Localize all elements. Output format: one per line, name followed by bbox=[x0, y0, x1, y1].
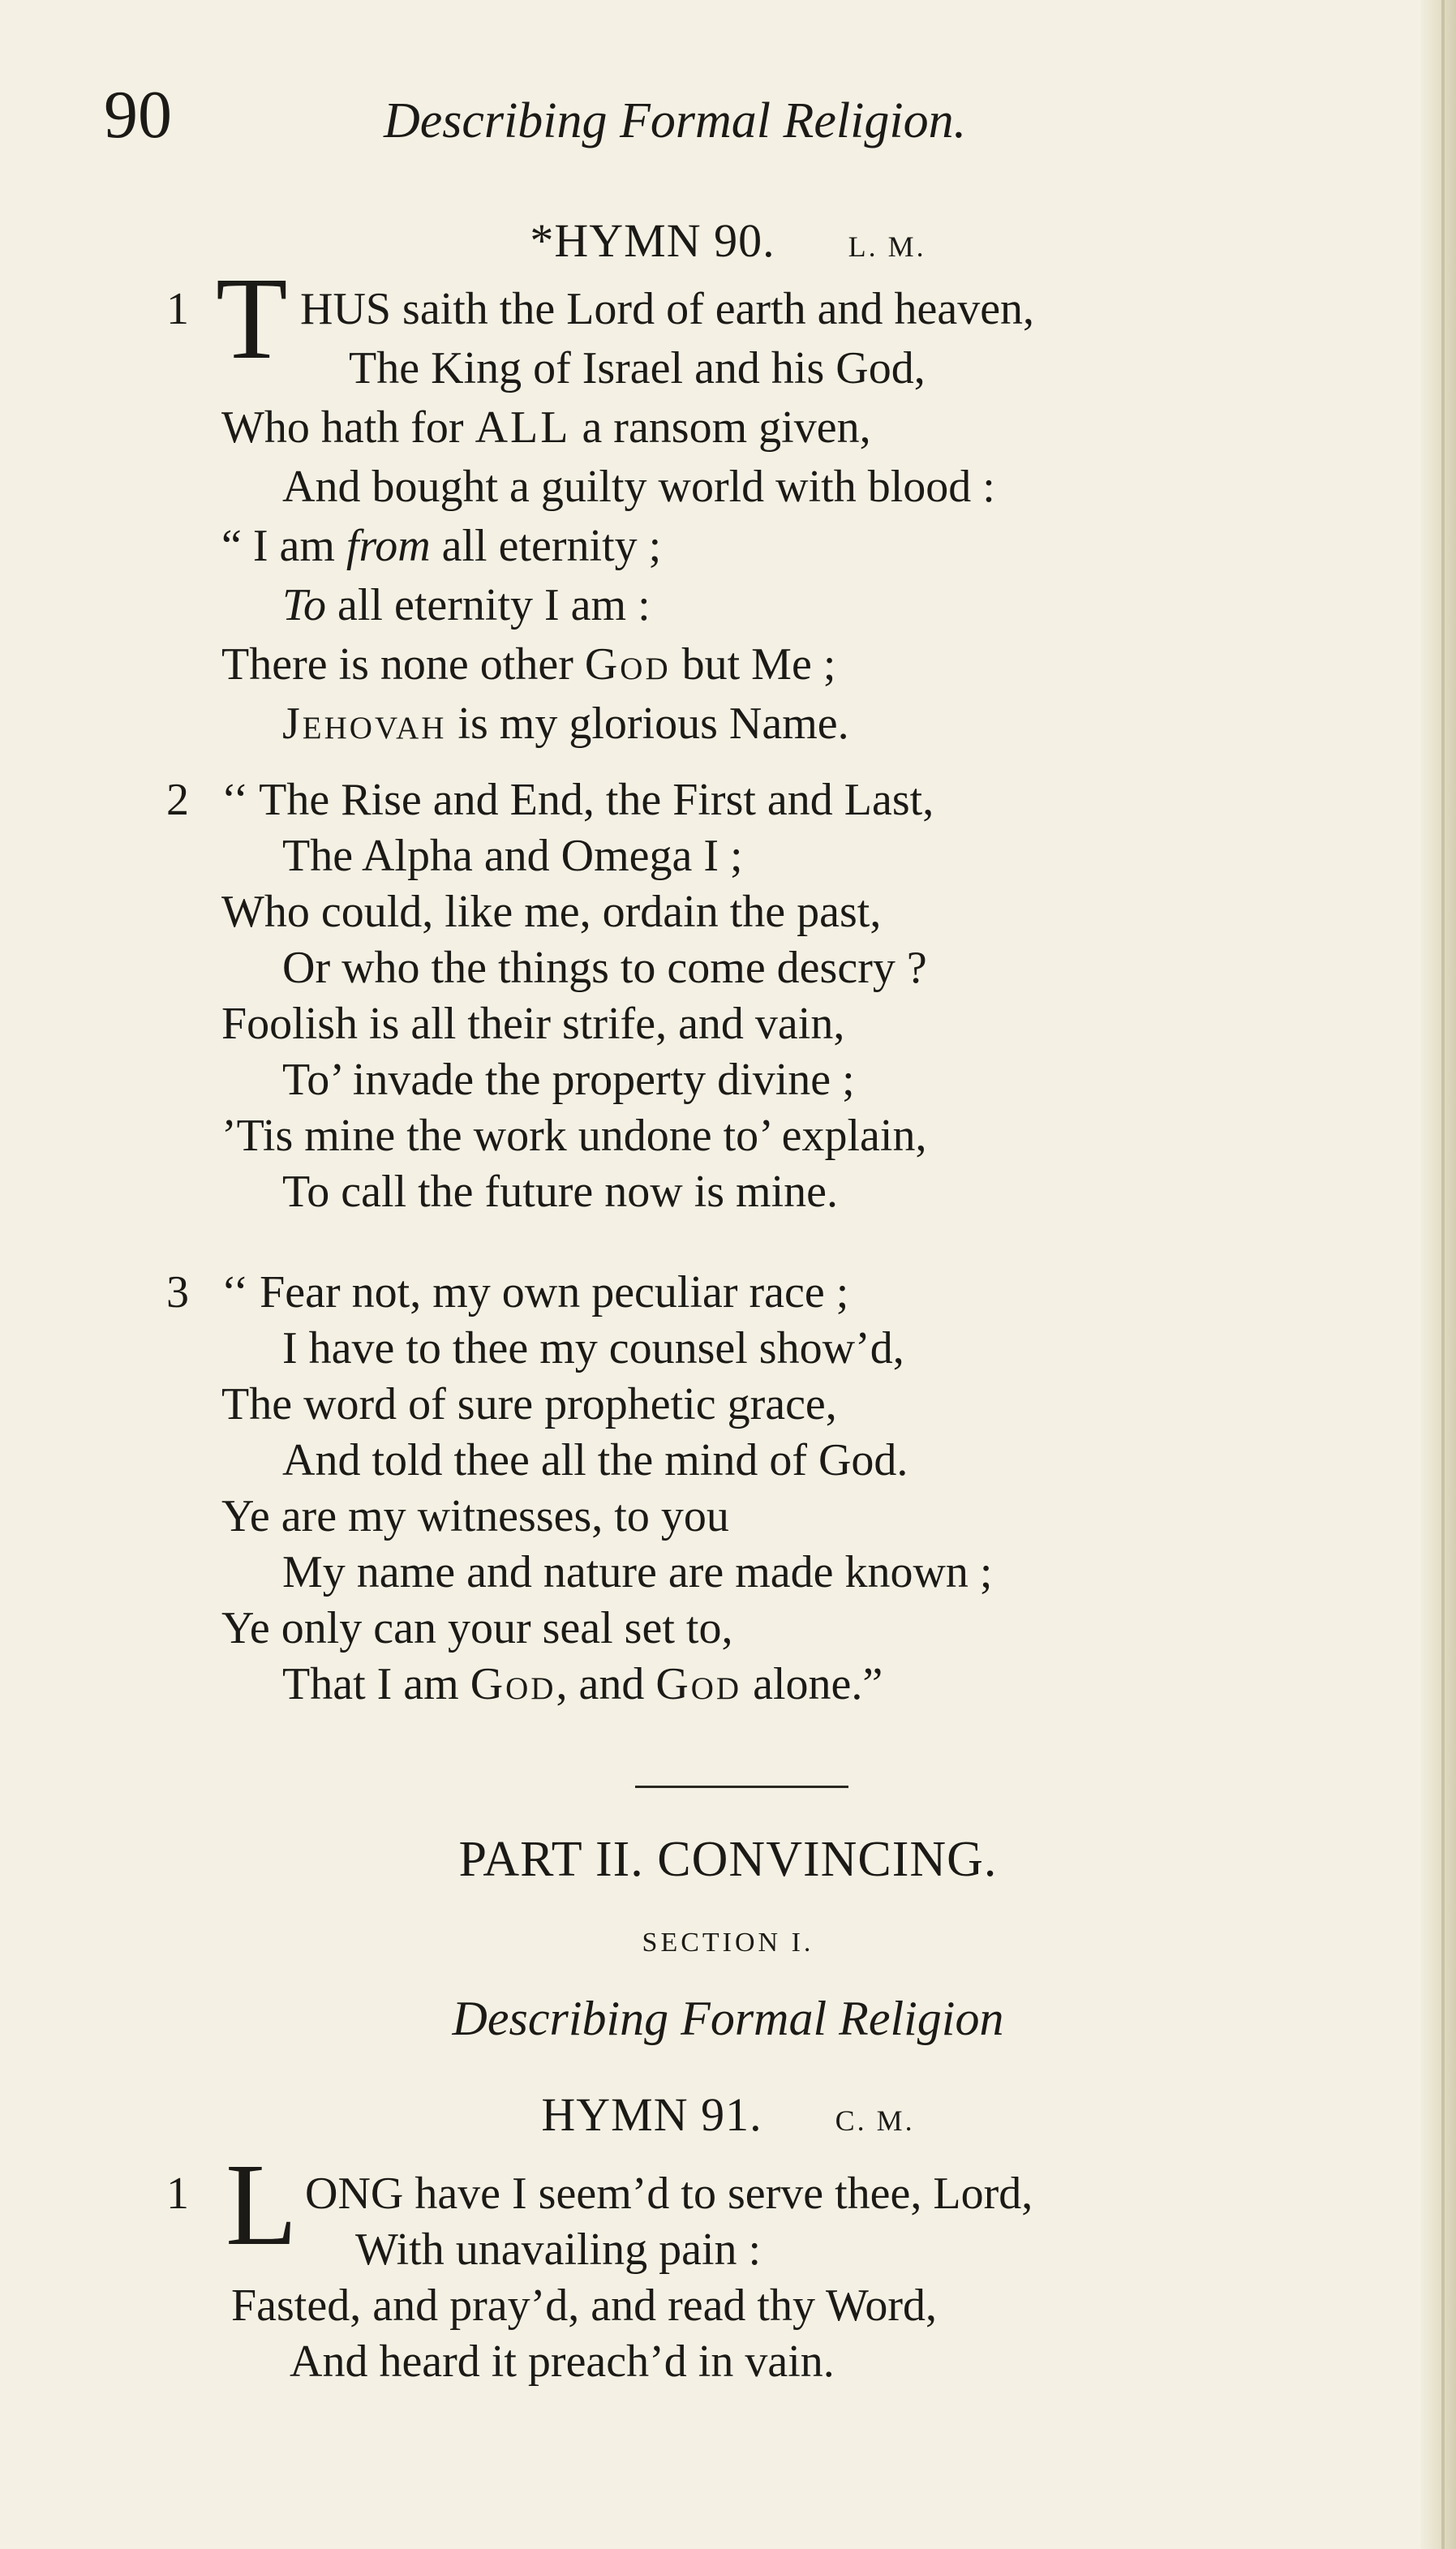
drop-cap: T bbox=[216, 254, 288, 384]
verse-line: The King of Israel and his God, bbox=[349, 343, 926, 393]
section-divider bbox=[635, 1786, 848, 1788]
verse-line: Fasted, and pray’d, and read thy Word, bbox=[231, 2280, 937, 2331]
verse-line: With unavailing pain : bbox=[355, 2224, 762, 2275]
verse-line: To’ invade the property divine ; bbox=[282, 1055, 855, 1105]
verse-line: To all eternity I am : bbox=[282, 580, 651, 630]
verse-line: The word of sure prophetic grace, bbox=[221, 1379, 837, 1429]
verse-line: Ye are my witnesses, to you bbox=[221, 1491, 729, 1541]
section-subheading: Describing Formal Religion bbox=[452, 1992, 1004, 2045]
running-head: Describing Formal Religion. bbox=[384, 93, 967, 148]
verse-line: The Alpha and Omega I ; bbox=[282, 831, 743, 881]
verse-line: I have to thee my counsel show’d, bbox=[282, 1323, 904, 1373]
verse-number: 1 bbox=[166, 2169, 189, 2219]
verse-line: My name and nature are made known ; bbox=[282, 1547, 993, 1597]
verse-line: Who could, like me, ordain the past, bbox=[221, 887, 882, 937]
verse-number: 2 bbox=[166, 775, 189, 825]
page-header bbox=[104, 75, 1369, 164]
section-heading: SECTION I. bbox=[642, 1928, 814, 1958]
verse-line: And told thee all the mind of God. bbox=[282, 1435, 908, 1485]
hymn-90-number: *HYMN 90. bbox=[530, 214, 775, 267]
hymn-91-number: HYMN 91. bbox=[541, 2088, 762, 2141]
verse-line: Jehovah is my glorious Name. bbox=[282, 699, 849, 749]
verse-line: HUS saith the Lord of earth and heaven, bbox=[300, 284, 1035, 334]
verse-line: To call the future now is mine. bbox=[282, 1167, 839, 1217]
page-number: 90 bbox=[104, 77, 172, 153]
verse-line: ONG have I seem’d to serve thee, Lord, bbox=[305, 2169, 1033, 2219]
verse-number: 1 bbox=[166, 284, 189, 334]
verse-line: Foolish is all their strife, and vain, bbox=[221, 999, 845, 1049]
verse-line: That I am God, and God alone.” bbox=[282, 1659, 883, 1709]
verse-line: Or who the things to come descry ? bbox=[282, 943, 927, 993]
verse-line: ‘‘ The Rise and End, the First and Last, bbox=[221, 775, 934, 825]
hymn-90-meter: L. M. bbox=[848, 230, 926, 263]
drop-cap: L bbox=[225, 2140, 298, 2270]
verse-line: Who hath for ALL a ransom given, bbox=[221, 402, 871, 453]
verse-line: ‘‘ Fear not, my own peculiar race ; bbox=[221, 1267, 849, 1317]
part-heading: PART II. CONVINCING. bbox=[458, 1832, 998, 1887]
verse-number: 3 bbox=[166, 1267, 189, 1317]
verse-line: There is none other God but Me ; bbox=[221, 639, 836, 690]
verse-line: ’Tis mine the work undone to’ explain, bbox=[221, 1111, 927, 1161]
hymn-91-meter: C. M. bbox=[835, 2104, 915, 2137]
verse-line: Ye only can your seal set to, bbox=[221, 1603, 733, 1653]
hymn-91-title bbox=[0, 2083, 1456, 2153]
verse-line: “ I am from all eternity ; bbox=[221, 521, 662, 571]
verse-line: And bought a guilty world with blood : bbox=[282, 462, 995, 512]
page-edge bbox=[1420, 0, 1456, 2549]
verse-line: And heard it preach’d in vain. bbox=[290, 2336, 835, 2387]
